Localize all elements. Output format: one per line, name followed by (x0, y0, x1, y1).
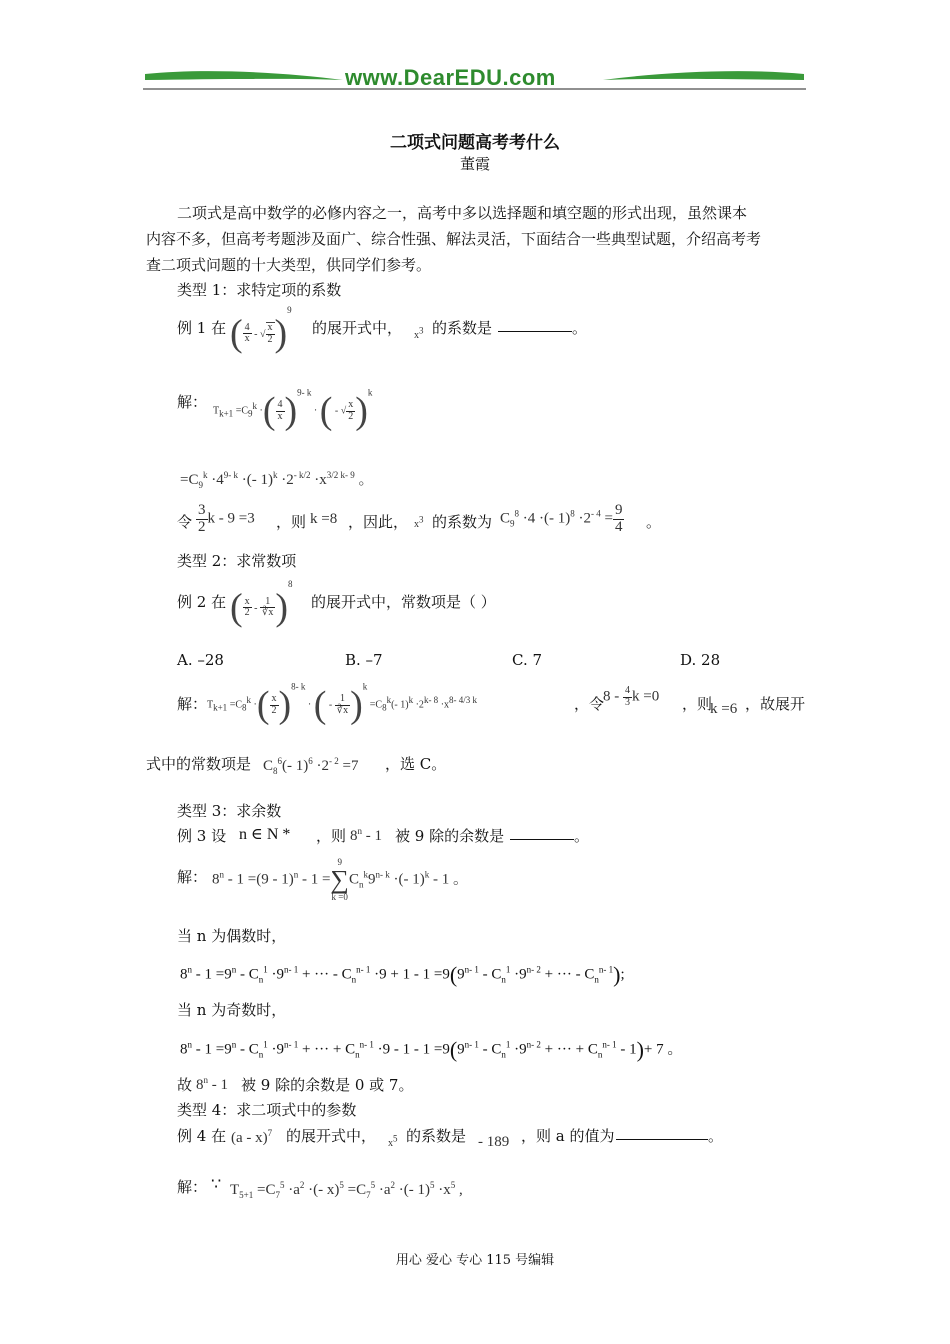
ex1-step3-x3: $x^3$ (414, 514, 424, 530)
ex3-step1: 8$^n$ - 1 =(9 - 1)$^n$ - 1 = 9 ∑ k =0 $C_n^k9^{n- k}$ ·(- 1)$^k$ - 1 。 (212, 857, 468, 902)
intro-line-1: 二项式是高中数学的必修内容之一，高考中多以选择题和填空题的形式出现，虽然课本 (177, 204, 748, 222)
ex1-step3-result: $C_9^8 \cdot 4$ ·(- $1)^8 \cdot 2^{- 4}$ = $\frac{9}{4}$ (500, 502, 623, 535)
ex4-end: 。 (708, 1127, 724, 1145)
intro-line-3: 查二项式问题的十大类型，供同学们参考。 (146, 256, 432, 274)
ex2-option-d[interactable]: D. 28 (680, 651, 721, 669)
ex1-x3: $x^3$ (414, 325, 424, 341)
ex3-answer-blank (510, 825, 574, 840)
ex1-step3-e: 。 (646, 513, 662, 531)
ex3-c: 被 9 除的余数是 (395, 827, 505, 845)
ex4-binomial: (a - x)$^7$ (231, 1128, 273, 1146)
because-symbol: ∵ (211, 1174, 222, 1193)
ex4-x5: $x^5$ (388, 1133, 398, 1149)
ex3-odd: 当 n 为奇数时， (177, 1001, 287, 1019)
ex1-tail: 的系数是 (432, 319, 493, 337)
ex2-prefix: 例 2 在 (177, 593, 227, 611)
ex2-eq-k: 8 - $\frac{4}{3}$ k =0 (603, 685, 660, 708)
ex1-step3-d: 的系数为 (432, 513, 493, 531)
ex2-solution-label: 解： (177, 695, 208, 713)
ex4-answer-blank (616, 1125, 708, 1140)
ex4-solution-label: 解： (177, 1178, 208, 1196)
ex1-step3-c: ，因此， (348, 513, 409, 531)
ex2-s5: ，选 C。 (385, 755, 447, 773)
section-type1: 类型 1：求特定项的系数 (177, 281, 342, 299)
ex1-step3-eq2: k =8 (310, 511, 338, 527)
ex3-condition: n ∈ N * (239, 826, 291, 843)
ex1-step3-a: 令 (177, 513, 193, 531)
site-logo[interactable]: www.DearEDU.com (345, 65, 556, 90)
ex3-b: ，则 (316, 827, 347, 845)
ex2-binomial: ( $\frac{x}{2}$ - $\frac{1}{∛x}$ )$^8$ (230, 579, 293, 629)
ex2-tail: 的展开式中，常数项是（ ） (311, 593, 496, 611)
section-type3: 类型 3：求余数 (177, 802, 282, 820)
ex3-solution-label: 解： (177, 868, 208, 886)
ex2-s3: ，故展开 (745, 695, 806, 713)
ex3-conc2: 被 9 除的余数是 0 或 7。 (241, 1076, 414, 1094)
ex3-expr: 8$^n$ - 1 (350, 826, 382, 844)
ex1-solution-label: 解： (177, 393, 208, 411)
ex1-mid: 的展开式中， (312, 319, 403, 337)
ex4-step1: $T_{5+1} =C_7^5 \cdot a^2$ ·(- $x)^5 =C_7^5 \cdot a^2$ ·(- $1)^5 \cdot x^5$ , (230, 1180, 463, 1200)
ex3-conc-expr: 8$^n$ - 1 (196, 1075, 228, 1093)
author: 董霞 (459, 155, 490, 173)
ex1-end: 。 (572, 319, 588, 337)
ex2-s4: 式中的常数项是 (146, 755, 252, 773)
ex2-k6: k =6 (710, 701, 738, 717)
ex1-step3-b: ，则 (276, 513, 307, 531)
ex3-even: 当 n 为偶数时， (177, 927, 287, 945)
ex3-prefix: 例 3 设 (177, 827, 227, 845)
ex4-a: 的展开式中， (286, 1127, 377, 1145)
intro-line-2: 内容不多，但高考考题涉及面广、综合性强、解法灵活，下面结合一些典型试题，介绍高考考 (146, 230, 762, 248)
ex2-option-b[interactable]: B. –7 (345, 651, 383, 669)
ex1-answer-blank (498, 317, 572, 332)
ex1-prefix: 例 1 在 (177, 319, 227, 337)
ex1-step2: $=C_9^k \cdot 4^{9- k}$ ·(- $1)^k \cdot 2^{- k/2} \cdot x^{3/2 k- 9}$ 。 (180, 470, 374, 490)
page-footer: 用心 爱心 专心 115 号编辑 (395, 1253, 555, 1268)
ex4-c: ，则 a 的值为 (521, 1127, 615, 1145)
ex3-conc1: 故 (177, 1076, 193, 1094)
ex4-prefix: 例 4 在 (177, 1127, 227, 1145)
ex3-odd-eq: $8^n - 1 =9^n - C_n^1 \cdot 9^{n- 1}$ + ··· + $C_n^{n- 1} \cdot 9 - 1 - 1 =9(9^{n- 1} - C_n^1 \cdot 9^{n- 2}$ + ··· + $C_n^{n- 1} - 1)+ 7$ 。 (180, 1037, 683, 1062)
ex2-option-c[interactable]: C. 7 (512, 651, 543, 669)
section-type2: 类型 2：求常数项 (177, 552, 297, 570)
ex2-constant: $C_8^6(-$ $1)^6 \cdot 2^{- 2} =7$ (263, 756, 359, 776)
section-type4: 类型 4：求二项式中的参数 (177, 1101, 357, 1119)
page-title: 二项式问题高考考什么 (390, 133, 560, 153)
ex3-end: 。 (574, 827, 590, 845)
ex2-s2: ，则 (682, 695, 713, 713)
ex1-step1: $T_{k+1} =C_9^k$ ·( $\frac{4}{x}$ )$^{9- k}$ · ( - √ $\frac{x}{2}$ )$^k$ (213, 387, 373, 432)
ex2-s1: ，令 (574, 695, 605, 713)
ex4-b: 的系数是 (406, 1127, 467, 1145)
ex2-step1: $T_{k+1} =C_8^k$ ·( $\frac{x}{2}$ )$^{8- k}$ · ( - $\frac{1}{∛x}$ )$^k =C_8^k(-$ $1)^k \cdot 2^{k- 8} \cdot x^{8- 4/3 k}$ (207, 681, 478, 726)
ex3-even-eq: $8^n - 1 =9^n - C_n^1 \cdot 9^{n- 1}$ + ··· - $C_n^{n- 1} \cdot 9 + 1 - 1 =9(9^{n- 1} - C_n^1 \cdot 9^{n- 2}$ + ··· - $C_n^{n- 1}$); (180, 962, 625, 987)
ex4-coef: - 189 (478, 1134, 510, 1150)
ex1-step3-eq1: $\frac{3}{2}$ k - 9 =3 (198, 502, 255, 535)
ex2-option-a[interactable]: A. –28 (177, 651, 224, 669)
ex1-binomial: ( $\frac{4}{x}$ - √ $\frac{x}{2}$ )$^9$ (230, 305, 292, 355)
